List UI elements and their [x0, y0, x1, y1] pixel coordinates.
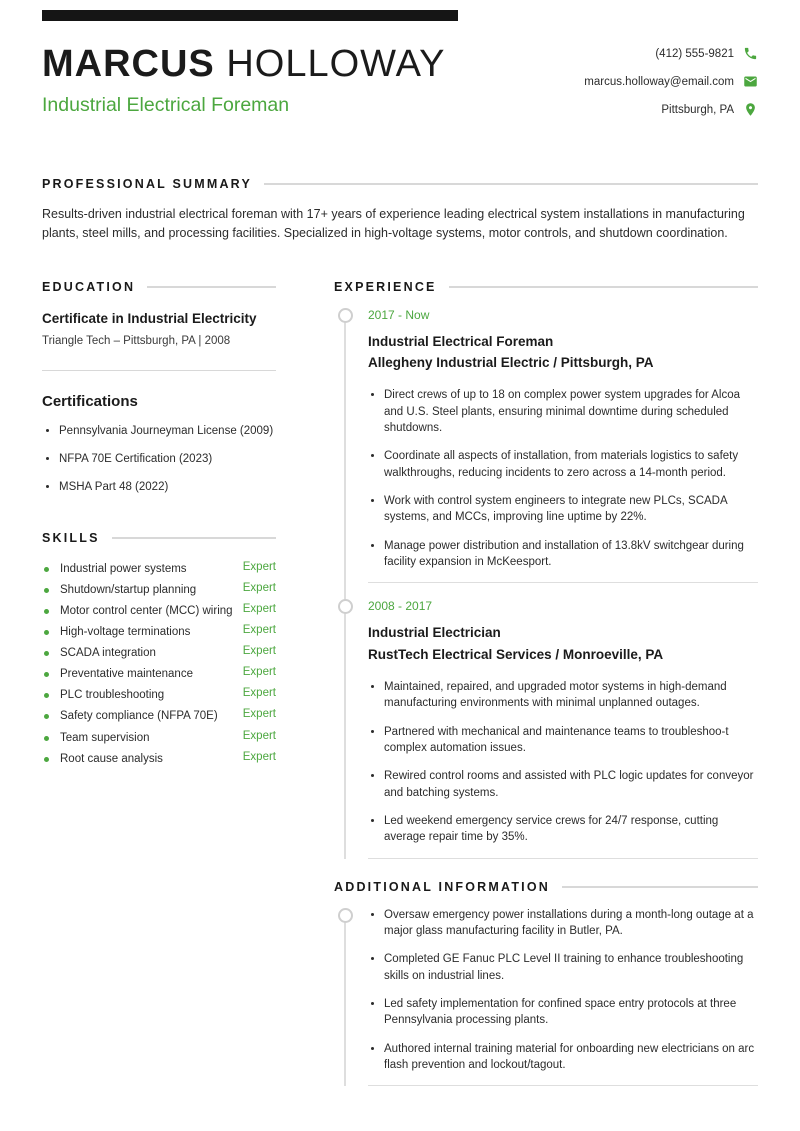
- skill-row: [42, 687, 276, 703]
- job-bullet-list: [368, 679, 758, 846]
- skill-level: Expert: [242, 750, 276, 763]
- section-rule: [562, 886, 758, 888]
- job-dates: 2008 - 2017: [368, 599, 433, 614]
- skill-level: Expert: [242, 645, 276, 658]
- skill-row: [42, 561, 276, 577]
- skill-bullet-icon: [44, 672, 49, 677]
- location-icon: [743, 102, 758, 117]
- job-company: Allegheny Industrial Electric / Pittsburgh, PA: [368, 355, 654, 371]
- skill-level: Expert: [242, 708, 276, 721]
- certification-item: • Pennsylvania Journeyman License (2009): [59, 423, 276, 439]
- skill-bullet-icon: [44, 630, 49, 635]
- contact-text: (412) 555-9821: [655, 47, 734, 60]
- section-rule: [264, 183, 758, 185]
- job-title: Industrial Electrician: [368, 625, 501, 641]
- certifications-title: Certifications: [42, 392, 138, 410]
- section-skills: [42, 531, 276, 767]
- additional-information-header: [334, 880, 758, 894]
- skill-level: Expert: [242, 729, 276, 742]
- right-column: [334, 280, 758, 1102]
- professional-summary-header: [42, 177, 758, 191]
- certifications-list: [42, 423, 276, 495]
- name-block: [42, 44, 446, 117]
- last-name: HOLLOWAY: [226, 43, 446, 85]
- entry-divider: [368, 1085, 758, 1086]
- left-column: [42, 280, 276, 1102]
- candidate-name: [42, 44, 446, 85]
- job-bullet: • Maintained, repaired, and upgraded motor systems in high-demand manufacturing environments with minimal unplanned outages.: [384, 679, 758, 712]
- contact-row-phone: [584, 46, 758, 61]
- skill-bullet-icon: [44, 693, 49, 698]
- skill-row: [42, 603, 276, 619]
- additional-information-timeline: [334, 907, 758, 1087]
- skill-bullet-icon: [44, 651, 49, 656]
- section-rule: [147, 286, 276, 288]
- certification-item: • MSHA Part 48 (2022): [59, 479, 276, 495]
- experience-title: EXPERIENCE: [334, 279, 437, 294]
- certification-item: • NFPA 70E Certification (2023): [59, 451, 276, 467]
- skill-level: Expert: [242, 624, 276, 637]
- timeline-marker-icon: [338, 908, 353, 923]
- skill-bullet-icon: [44, 714, 49, 719]
- section-education: [42, 280, 276, 347]
- phone-icon: [743, 46, 758, 61]
- skill-row: [42, 730, 276, 746]
- experience-header: [334, 280, 758, 294]
- skill-name: Preventative maintenance: [60, 668, 193, 681]
- job-bullet: • Partnered with mechanical and maintenance teams to troubleshoo-t complex automation issues.: [384, 724, 758, 757]
- timeline-marker-icon: [338, 308, 353, 323]
- left-column-divider: [42, 370, 276, 371]
- additional-bullet: • Completed GE Fanuc PLC Level II training to enhance troubleshooting skills on industrial lines.: [384, 951, 758, 984]
- experience-entry: [334, 598, 758, 845]
- additional-bullet: • Authored internal training material for onboarding new electricians on arc flash prevention and lockout/tagout.: [384, 1041, 758, 1074]
- skill-name: Team supervision: [60, 731, 150, 744]
- section-rule: [449, 286, 758, 288]
- contact-text: marcus.holloway@email.com: [584, 75, 734, 88]
- skill-row: [42, 582, 276, 598]
- additional-bullet-list: [368, 907, 758, 1074]
- skill-name: Shutdown/startup planning: [60, 583, 197, 596]
- job-bullet: • Manage power distribution and installation of 13.8kV switchgear during facility expansion in McKeesport.: [384, 538, 758, 571]
- email-icon: [743, 74, 758, 89]
- skill-name: SCADA integration: [60, 647, 156, 660]
- section-certifications: [42, 393, 276, 495]
- job-title: Industrial Electrical Foreman: [368, 333, 554, 349]
- contact-row-location: [584, 102, 758, 117]
- education-header: [42, 280, 276, 294]
- skill-row: [42, 751, 276, 767]
- contact-info: [584, 46, 758, 130]
- job-company: RustTech Electrical Services / Monroeville, PA: [368, 647, 664, 663]
- skill-row: [42, 645, 276, 661]
- skill-name: Motor control center (MCC) wiring: [60, 604, 233, 617]
- entry-divider: [368, 582, 758, 583]
- additional-bullet: • Led safety implementation for confined space entry protocols at three Pennsylvania processing plants.: [384, 996, 758, 1029]
- job-bullet: • Coordinate all aspects of installation, from materials logistics to safety walkthroughs, reducing incidents to zero across a 14-month period.: [384, 448, 758, 481]
- additional-information-entry: [334, 907, 758, 1074]
- contact-row-email: [584, 74, 758, 89]
- professional-summary-title: PROFESSIONAL SUMMARY: [42, 177, 252, 191]
- skill-name: Root cause analysis: [60, 752, 163, 765]
- job-bullet: • Rewired control rooms and assisted with PLC logic updates for conveyor and batching systems.: [384, 768, 758, 801]
- skill-level: Expert: [242, 687, 276, 700]
- job-bullet: • Led weekend emergency service crews for 24/7 response, cutting average repair time by 35%.: [384, 813, 758, 846]
- experience-timeline: [334, 307, 758, 859]
- skill-bullet-icon: [44, 567, 49, 572]
- skills-list: [42, 561, 276, 767]
- job-bullet: • Direct crews of up to 18 on complex power system upgrades for Alcoa and U.S. Steel plants, ensuring minimal downtime during scheduled shutdowns.: [384, 387, 758, 436]
- two-column-body: [42, 280, 758, 1102]
- skill-name: Safety compliance (NFPA 70E): [60, 710, 218, 723]
- job-bullet: • Work with control system engineers to integrate new PLCs, SCADA systems, and MCCs, improving line uptime by 22%.: [384, 493, 758, 526]
- section-experience: [334, 280, 758, 859]
- job-bullet-list: [368, 387, 758, 570]
- skill-bullet-icon: [44, 736, 49, 741]
- section-professional-summary: [42, 177, 758, 243]
- candidate-title: Industrial Electrical Foreman: [42, 94, 290, 117]
- education-degree: Certificate in Industrial Electricity: [42, 310, 257, 326]
- skill-row: [42, 624, 276, 640]
- skill-name: High-voltage terminations: [60, 626, 191, 639]
- additional-bullet: • Oversaw emergency power installations during a month-long outage at a major glass manufacturing facility in Butler, PA.: [384, 907, 758, 940]
- experience-entry: [334, 307, 758, 571]
- skill-row: [42, 666, 276, 682]
- timeline-marker-icon: [338, 599, 353, 614]
- skill-level: Expert: [242, 560, 276, 573]
- job-dates: 2017 - Now: [368, 307, 430, 322]
- education-school: Triangle Tech – Pittsburgh, PA | 2008: [42, 334, 231, 347]
- skill-name: Industrial power systems: [60, 562, 187, 575]
- summary-text: Results-driven industrial electrical foreman with 17+ years of experience leading electrical system installations in manufacturing plants, steel mills, and processing facilities. Specialized in high-voltage systems, motor controls, and shutdown coordination.: [42, 207, 745, 240]
- additional-information-title: ADDITIONAL INFORMATION: [334, 879, 550, 894]
- skill-bullet-icon: [44, 588, 49, 593]
- skills-title: SKILLS: [42, 530, 100, 545]
- skill-bullet-icon: [44, 609, 49, 614]
- header-accent-bar: [42, 10, 458, 21]
- skill-bullet-icon: [44, 757, 49, 762]
- section-rule: [112, 537, 276, 539]
- entry-divider: [368, 858, 758, 859]
- section-additional-information: [334, 880, 758, 1087]
- skill-row: [42, 708, 276, 724]
- skill-level: Expert: [242, 666, 276, 679]
- skill-level: Expert: [242, 581, 276, 594]
- skills-header: [42, 531, 276, 545]
- education-title: EDUCATION: [42, 279, 136, 294]
- skill-level: Expert: [242, 602, 276, 615]
- first-name: MARCUS: [42, 43, 215, 85]
- skill-name: PLC troubleshooting: [60, 689, 165, 702]
- contact-text: Pittsburgh, PA: [661, 103, 734, 116]
